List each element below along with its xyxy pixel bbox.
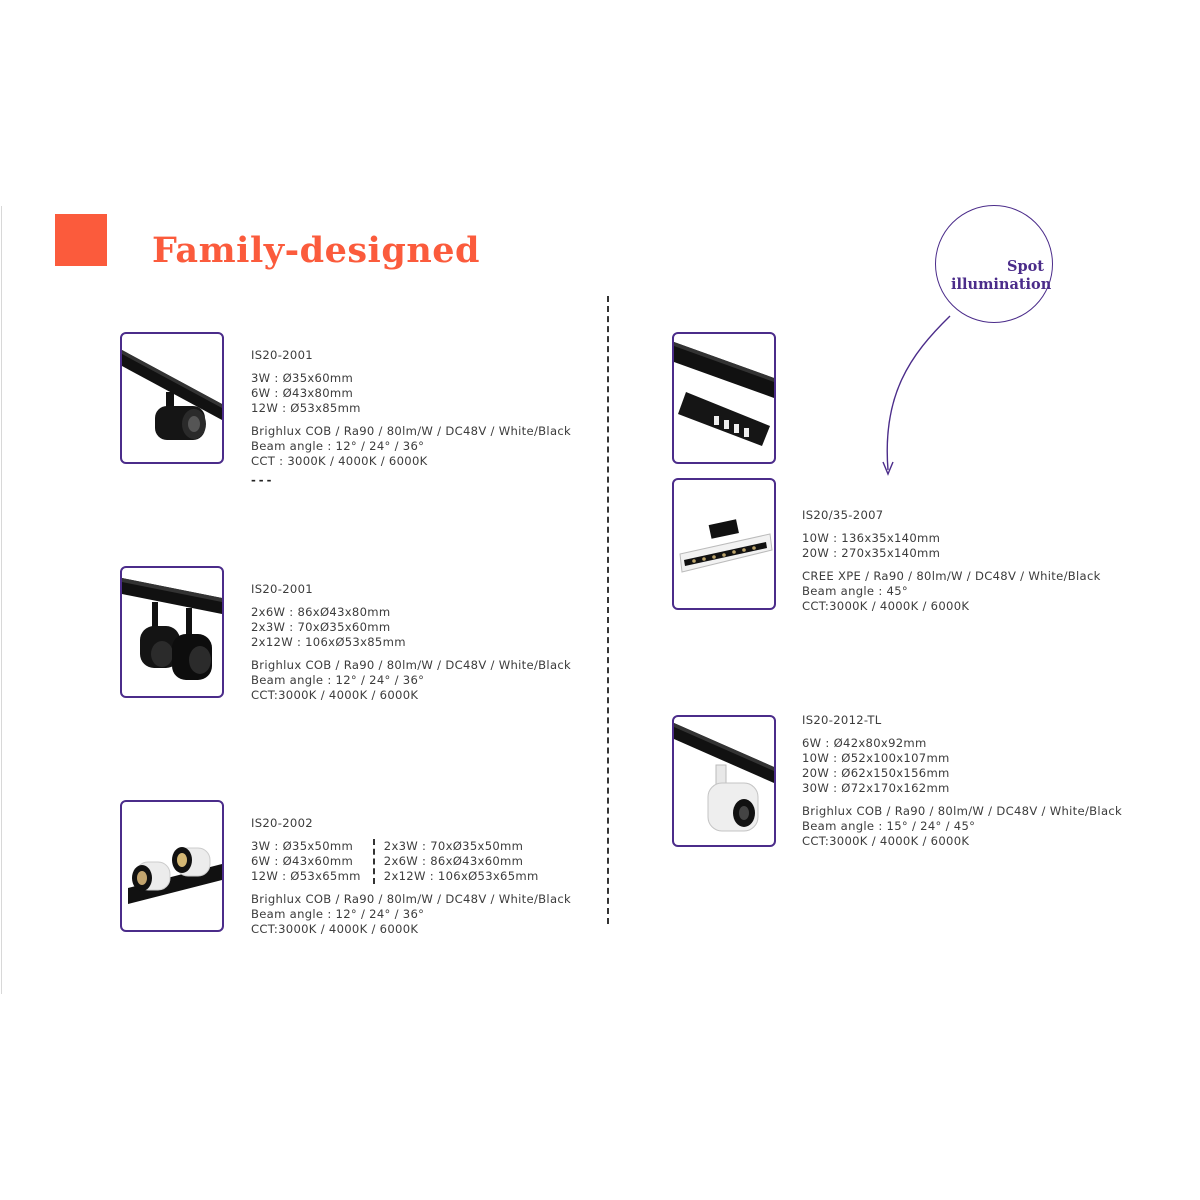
spec-cct: CCT:3000K / 4000K / 6000K — [802, 834, 970, 848]
spec-size: 6W : Ø43x60mm — [251, 854, 354, 868]
product-image-4 — [672, 332, 776, 464]
product-spec-3 — [251, 816, 571, 937]
product-code: IS20-2012-TL — [802, 713, 882, 727]
column-divider — [607, 296, 609, 924]
spec-beam: Beam angle : 12° / 24° / 36° — [251, 907, 425, 921]
spec-chip: Brighlux COB / Ra90 / 80lm/W / DC48V / White/Black — [251, 658, 572, 672]
curved-arrow-icon — [870, 310, 960, 490]
product-code: IS20/35-2007 — [802, 508, 884, 522]
badge-line-2: illumination — [951, 276, 1052, 293]
product-image-1 — [120, 332, 224, 464]
badge-line-1: Spot — [1007, 258, 1044, 275]
spec-dashes: --- — [251, 473, 275, 487]
double-white-spotlight-icon — [122, 802, 222, 930]
product-image-5 — [672, 478, 776, 610]
spec-size: 10W : Ø52x100x107mm — [802, 751, 950, 765]
single-black-spotlight-icon — [122, 334, 222, 462]
white-cylinder-spotlight-icon — [674, 717, 774, 845]
double-black-spotlight-icon — [122, 568, 222, 696]
product-spec-2 — [251, 582, 571, 703]
product-image-3 — [120, 800, 224, 932]
product-image-2 — [120, 566, 224, 698]
spec-size: 2x3W : 70xØ35x60mm — [251, 620, 391, 634]
spec-size: 20W : 270x35x140mm — [802, 546, 941, 560]
product-code: IS20-2001 — [251, 582, 313, 596]
spec-size: 6W : Ø43x80mm — [251, 386, 354, 400]
spec-size: 2x3W : 70xØ35x50mm — [383, 839, 524, 853]
column-separator — [373, 839, 375, 884]
accent-square — [55, 214, 107, 266]
spec-size: 20W : Ø62x150x156mm — [802, 766, 950, 780]
spec-size: 10W : 136x35x140mm — [802, 531, 941, 545]
spec-size: 2x6W : 86xØ43x80mm — [251, 605, 391, 619]
spec-size: 2x12W : 106xØ53x65mm — [383, 869, 539, 883]
page-title: Family-designed — [152, 230, 481, 271]
spec-cct: CCT:3000K / 4000K / 6000K — [251, 688, 419, 702]
spec-beam: Beam angle : 12° / 24° / 36° — [251, 439, 425, 453]
product-spec-5 — [802, 713, 1122, 849]
spec-beam: Beam angle : 15° / 24° / 45° — [802, 819, 976, 833]
spec-beam: Beam angle : 45° — [802, 584, 908, 598]
linear-grille-light-icon-white — [674, 480, 774, 608]
linear-grille-light-icon — [674, 334, 774, 462]
spec-cct: CCT:3000K / 4000K / 6000K — [802, 599, 970, 613]
spec-beam: Beam angle : 12° / 24° / 36° — [251, 673, 425, 687]
spec-size: 3W : Ø35x60mm — [251, 371, 354, 385]
spec-size-columns — [251, 839, 571, 884]
spec-size: 30W : Ø72x170x162mm — [802, 781, 950, 795]
product-image-6 — [672, 715, 776, 847]
product-spec-4 — [802, 508, 1101, 614]
spec-cct: CCT : 3000K / 4000K / 6000K — [251, 454, 428, 468]
spec-size: 6W : Ø42x80x92mm — [802, 736, 927, 750]
spec-chip: Brighlux COB / Ra90 / 80lm/W / DC48V / White/Black — [802, 804, 1123, 818]
spec-size: 3W : Ø35x50mm — [251, 839, 354, 853]
spec-chip: Brighlux COB / Ra90 / 80lm/W / DC48V / White/Black — [251, 892, 572, 906]
spec-cct: CCT:3000K / 4000K / 6000K — [251, 922, 419, 936]
spec-size: 12W : Ø53x65mm — [251, 869, 361, 883]
product-code: IS20-2002 — [251, 816, 313, 830]
product-spec-1 — [251, 348, 571, 488]
spec-chip: Brighlux COB / Ra90 / 80lm/W / DC48V / White/Black — [251, 424, 572, 438]
spec-size: 2x6W : 86xØ43x60mm — [383, 854, 524, 868]
spec-size: 12W : Ø53x85mm — [251, 401, 361, 415]
spec-size: 2x12W : 106xØ53x85mm — [251, 635, 406, 649]
spec-chip: CREE XPE / Ra90 / 80lm/W / DC48V / White/Black — [802, 569, 1101, 583]
product-code: IS20-2001 — [251, 348, 313, 362]
